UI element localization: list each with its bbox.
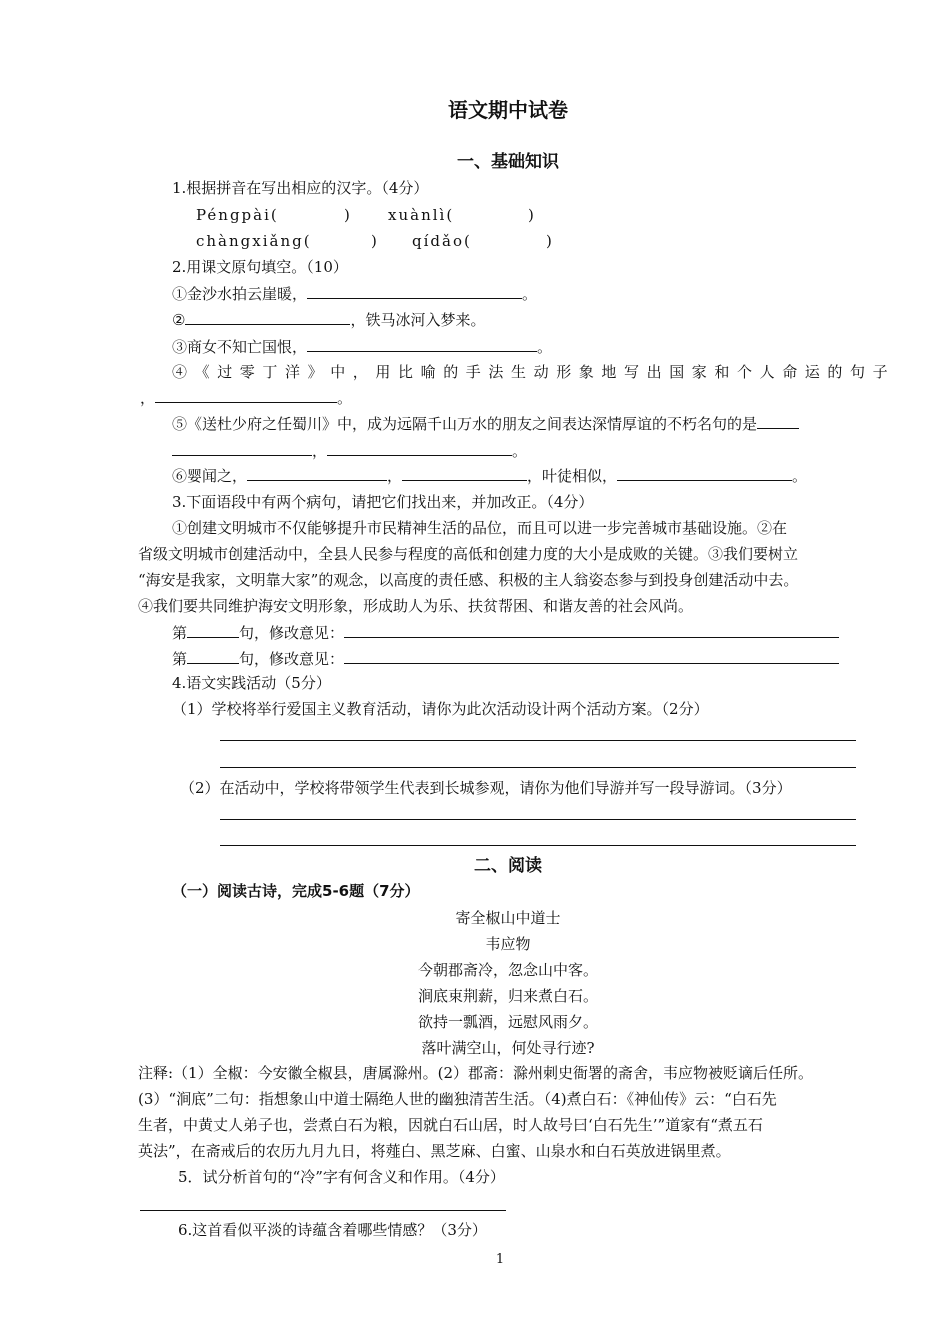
answer-line[interactable]	[220, 845, 856, 846]
q2-line-6: ⑥婴闻之， ， ，叶徒相似， 。	[172, 467, 808, 485]
q3-paragraph-line: “海安是我家，文明靠大家”的观念，以高度的责任感、积极的主人翁姿态参与到投身创建活动中去。	[138, 571, 799, 589]
q2-line-5-answer: ， 。	[172, 441, 527, 461]
q2-line-5: ⑤《送杜少府之任蜀川》中，成为远隔千山万水的朋友之间表达深情厚谊的不朽名句的是	[172, 414, 799, 434]
q2-line-2: ② ，铁马冰河入梦来。	[172, 311, 486, 329]
q4-prompt: 4.语文实践活动（5分）	[172, 674, 331, 692]
section-heading-basics: 一、基础知识	[457, 152, 559, 172]
sentence-number-blank[interactable]	[187, 649, 239, 664]
answer-line[interactable]	[220, 740, 856, 741]
q3-paragraph-line: ④我们要共同维护海安文明形象，形成助人为乐、扶贫帮困、和谐友善的社会风尚。	[138, 597, 694, 615]
answer-blank[interactable]	[155, 388, 337, 403]
answer-blank[interactable]	[247, 466, 387, 481]
q3-paragraph-line: 省级文明城市创建活动中，全县人民参与程度的高低和创建力度的大小是成败的关键。③我们要树立	[138, 545, 799, 563]
q1-pinyin-xuanli: xuànlì(	[388, 206, 455, 224]
q1-close-1: )	[344, 206, 350, 224]
poem-author: 韦应物	[485, 935, 531, 953]
answer-blank[interactable]	[327, 441, 512, 456]
q3-revision-row-2: 第 句，修改意见：	[172, 649, 839, 669]
answer-line[interactable]	[220, 767, 856, 768]
poem-line: 今朝郡斋冷，忽念山中客。	[417, 961, 598, 979]
answer-blank[interactable]	[402, 466, 527, 481]
q6-prompt: 6.这首看似平淡的诗蕴含着哪些情感？（3分）	[178, 1221, 487, 1239]
poem-line: 欲持一瓢酒，远慰风雨夕。	[417, 1013, 598, 1031]
q4-sub-1: （1）学校将举行爱国主义教育活动，请你为此次活动设计两个活动方案。（2分）	[172, 700, 709, 718]
sentence-number-blank[interactable]	[187, 623, 239, 638]
poem-note-line: (3）“涧底”二句：指想象山中道士隔绝人世的幽独清苦生活。（4)煮白石：《神仙传》云：“白石先	[138, 1090, 777, 1108]
q1-pinyin-changxiang: chàngxiǎng(	[196, 232, 312, 250]
section-heading-reading: 二、阅读	[474, 856, 542, 876]
q1-prompt: 1.根据拼音在写出相应的汉字。（4分）	[172, 179, 429, 197]
answer-blank[interactable]	[307, 337, 537, 352]
poem-note-line: 生者，中黄丈人弟子也，尝煮白石为粮，因就白石山居，时人故号曰‘白石先生’”道家有“煮五石	[138, 1116, 763, 1134]
q2-line-3: ③商女不知亡国恨， 。	[172, 338, 553, 356]
poem-title: 寄全椒山中道士	[455, 909, 561, 927]
q2-line-4: ④《过零丁洋》中，用比喻的手法生动形象地写出国家和个人命运的句子	[172, 363, 896, 381]
q1-close-2: )	[528, 206, 534, 224]
q4-sub-2: （2）在活动中，学校将带领学生代表到长城参观，请你为他们导游并写一段导游词。（3分）	[180, 779, 792, 797]
q1-close-3: )	[371, 232, 377, 250]
q5-prompt: 5．试分析首句的“冷”字有何含义和作用。（4分）	[178, 1168, 505, 1186]
answer-blank[interactable]	[185, 310, 350, 325]
reading-subsection-title: （一）阅读古诗，完成5-6题（7分）	[172, 882, 420, 900]
poem-note-line: 英法”，在斋戒后的农历九月九日，将薤白、黑芝麻、白蜜、山泉水和白石英放进锅里煮。	[138, 1142, 731, 1160]
q2-line-4-answer: ， 。	[140, 389, 353, 407]
answer-blank[interactable]	[757, 414, 799, 429]
poem-line: 涧底束荆薪，归来煮白石。	[417, 987, 598, 1005]
answer-blank[interactable]	[172, 441, 312, 456]
poem-line: 落叶满空山，何处寻行迹?	[421, 1039, 595, 1057]
q1-pinyin-qidao: qídǎo(	[412, 232, 472, 250]
q3-prompt: 3.下面语段中有两个病句，请把它们找出来，并加改正。（4分）	[172, 493, 594, 511]
revision-blank[interactable]	[344, 623, 839, 638]
answer-line[interactable]	[140, 1210, 506, 1211]
answer-line[interactable]	[220, 819, 856, 820]
q3-paragraph-line: ①创建文明城市不仅能够提升市民精神生活的品位，而且可以进一步完善城市基础设施。②在	[172, 519, 788, 537]
q1-close-4: )	[546, 232, 552, 250]
q2-line-1: ①金沙水拍云崖暖， 。	[172, 285, 538, 303]
q3-revision-row-1: 第 句，修改意见：	[172, 623, 839, 643]
page-number: 1	[495, 1252, 505, 1267]
answer-blank[interactable]	[617, 466, 792, 481]
q1-pinyin-pengpai: Péngpài(	[196, 206, 279, 224]
page-title: 语文期中试卷	[448, 98, 568, 122]
answer-blank[interactable]	[307, 284, 522, 299]
q2-prompt: 2.用课文原句填空。（10）	[172, 258, 348, 276]
poem-note-line: 注释:（1）全椒：今安徽全椒县，唐属滁州。(2）郡斋：滁州刺史衙署的斋舍，韦应物被贬谪后任所。	[138, 1064, 813, 1082]
revision-blank[interactable]	[344, 649, 839, 664]
